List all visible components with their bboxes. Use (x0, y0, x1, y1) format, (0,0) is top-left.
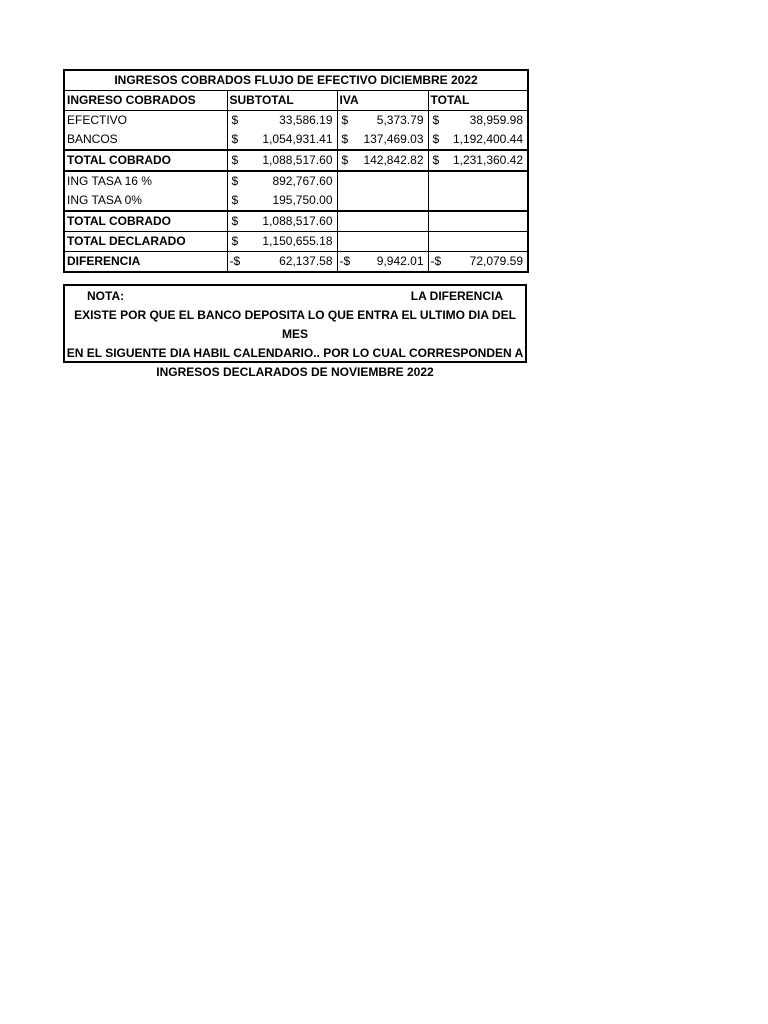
amount: 1,150,655.18 (262, 234, 333, 248)
note-line3: EN EL SIGUENTE DIA HABIL CALENDARIO.. POR LO CUAL CORRESPONDEN A (66, 346, 524, 360)
note-line1-right: LA DIFERENCIA (410, 289, 503, 303)
row-label: DIFERENCIA (64, 252, 227, 273)
row-ing-tasa-0 (64, 191, 528, 211)
amount: 1,054,931.41 (262, 132, 333, 146)
cell-iva (337, 252, 428, 273)
amount: 1,231,360.42 (452, 153, 524, 167)
amount: 33,586.19 (279, 113, 333, 127)
cell-total (428, 111, 528, 131)
cell-subtotal (227, 191, 337, 211)
amount: 72,079.59 (469, 254, 524, 268)
header-row (64, 91, 528, 111)
row-ing-tasa-16 (64, 171, 528, 191)
cell-total (428, 150, 528, 171)
cell-subtotal (227, 171, 337, 191)
cell-iva-empty (337, 191, 428, 211)
amount: 892,767.60 (272, 174, 333, 188)
amount: 142,842.82 (363, 153, 424, 167)
currency-symbol: $ (341, 132, 349, 146)
note-line2: EXISTE POR QUE EL BANCO DEPOSITA LO QUE ENTRA EL ULTIMO DIA DEL MES (74, 308, 516, 341)
row-total-cobrado-2 (64, 211, 528, 232)
currency-symbol: $ (231, 113, 239, 127)
row-label: TOTAL DECLARADO (64, 232, 227, 252)
currency-symbol: $ (231, 234, 239, 248)
currency-symbol: $ (231, 153, 239, 167)
note-label: NOTA: (87, 289, 125, 303)
row-label: TOTAL COBRADO (64, 150, 227, 171)
row-total-declarado (64, 232, 528, 252)
currency-symbol: $ (341, 153, 349, 167)
header-subtotal: SUBTOTAL (227, 91, 337, 111)
currency-symbol: $ (231, 193, 239, 207)
header-iva: IVA (337, 91, 428, 111)
amount: 1,088,517.60 (262, 153, 333, 167)
cell-iva-empty (337, 211, 428, 232)
cell-iva (337, 111, 428, 131)
row-label: BANCOS (64, 130, 227, 150)
table-title: INGRESOS COBRADOS FLUJO DE EFECTIVO DICIEMBRE 2022 (64, 70, 528, 91)
cell-total-empty (428, 171, 528, 191)
cell-subtotal (227, 252, 337, 273)
amount: 137,469.03 (363, 132, 424, 146)
currency-symbol: $ (341, 113, 349, 127)
currency-symbol: $ (432, 132, 440, 146)
amount: 38,959.98 (469, 113, 524, 127)
note-box (63, 284, 527, 379)
amount: 1,192,400.44 (452, 132, 524, 146)
currency-symbol: -$ (339, 254, 351, 268)
cell-subtotal (227, 211, 337, 232)
currency-symbol: -$ (229, 254, 241, 268)
row-diferencia (64, 252, 528, 273)
amount: 1,088,517.60 (262, 214, 333, 228)
row-total-cobrado (64, 150, 528, 171)
note-line4: INGRESOS DECLARADOS DE NOVIEMBRE 2022 (156, 365, 434, 379)
cell-iva-empty (337, 171, 428, 191)
cell-subtotal (227, 111, 337, 131)
row-label: ING TASA 0% (64, 191, 227, 211)
currency-symbol: $ (432, 153, 440, 167)
note-first-line (65, 287, 525, 306)
currency-symbol: $ (432, 113, 440, 127)
amount: 5,373.79 (376, 113, 424, 127)
cell-subtotal (227, 130, 337, 150)
currency-symbol: -$ (430, 254, 442, 268)
header-ingreso-cobrados: INGRESO COBRADOS (64, 91, 227, 111)
cell-iva (337, 130, 428, 150)
row-label: EFECTIVO (64, 111, 227, 131)
cell-subtotal (227, 232, 337, 252)
cell-subtotal (227, 150, 337, 171)
cell-iva-empty (337, 232, 428, 252)
row-label: ING TASA 16 % (64, 171, 227, 191)
currency-symbol: $ (231, 174, 239, 188)
cell-total-empty (428, 232, 528, 252)
row-label: TOTAL COBRADO (64, 211, 227, 232)
cell-total-empty (428, 191, 528, 211)
currency-symbol: $ (231, 132, 239, 146)
currency-symbol: $ (231, 214, 239, 228)
amount: 9,942.01 (376, 254, 424, 268)
row-efectivo (64, 111, 528, 131)
cell-total (428, 130, 528, 150)
amount: 62,137.58 (279, 254, 333, 268)
row-bancos (64, 130, 528, 150)
income-table (63, 69, 529, 273)
cell-total-empty (428, 211, 528, 232)
header-total: TOTAL (428, 91, 528, 111)
cell-iva (337, 150, 428, 171)
amount: 195,750.00 (272, 193, 333, 207)
cell-total (428, 252, 528, 273)
